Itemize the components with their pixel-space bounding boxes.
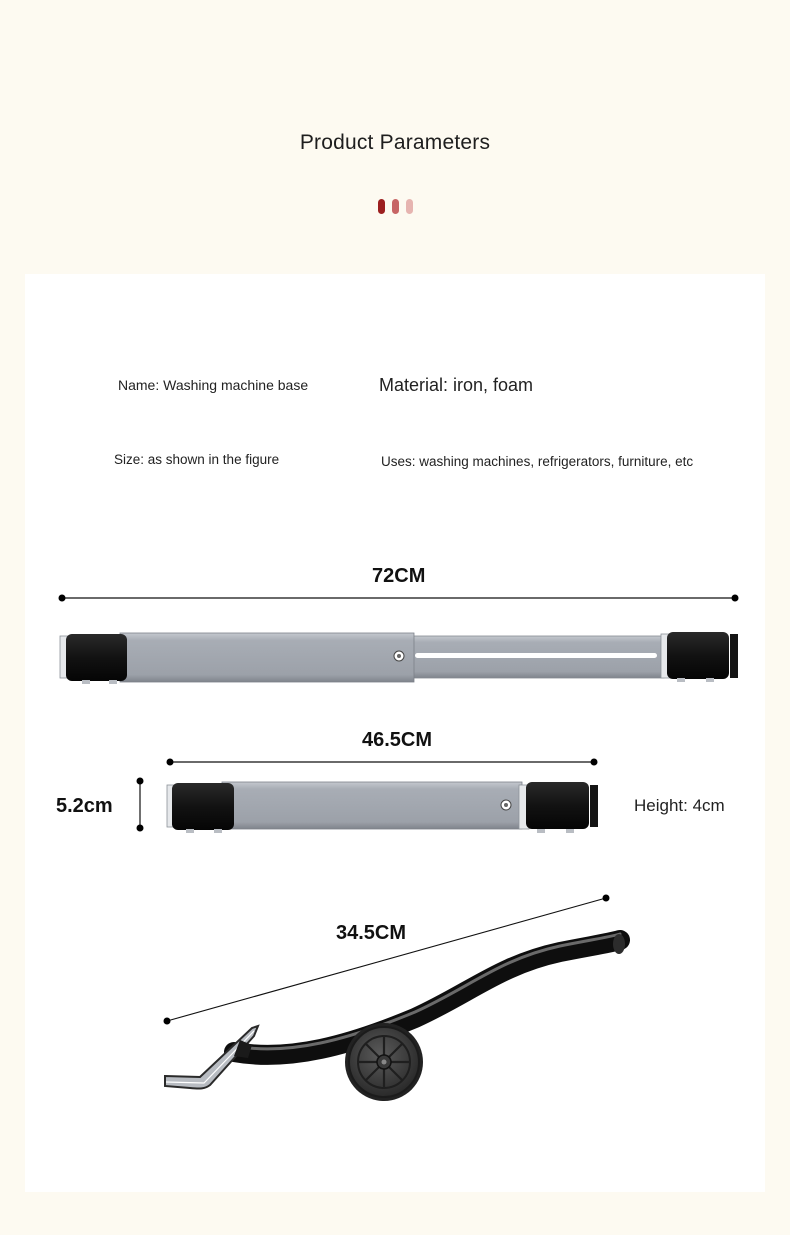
height-label: Height: 4cm: [634, 796, 725, 815]
handle-wheel: [345, 1023, 423, 1101]
param-size: Size: as shown in the figure: [114, 452, 280, 467]
page-title: Product Parameters: [299, 131, 491, 154]
param-material: Material: iron, foam: [379, 375, 534, 395]
extended-dimension-line: [59, 595, 739, 602]
extended-base-bar: [60, 632, 738, 684]
extended-length-label: 72CM: [372, 565, 426, 587]
retracted-length-label: 46.5CM: [362, 729, 433, 751]
retracted-base-bar: [167, 782, 598, 833]
width-dimension-line: [137, 778, 144, 832]
param-uses: Uses: washing machines, refrigerators, furniture, etc: [381, 454, 694, 469]
width-label: 5.2cm: [56, 795, 113, 817]
handle-length-label: 34.5CM: [336, 922, 407, 944]
param-name: Name: Washing machine base: [118, 377, 309, 393]
retracted-dimension-line: [167, 759, 598, 766]
